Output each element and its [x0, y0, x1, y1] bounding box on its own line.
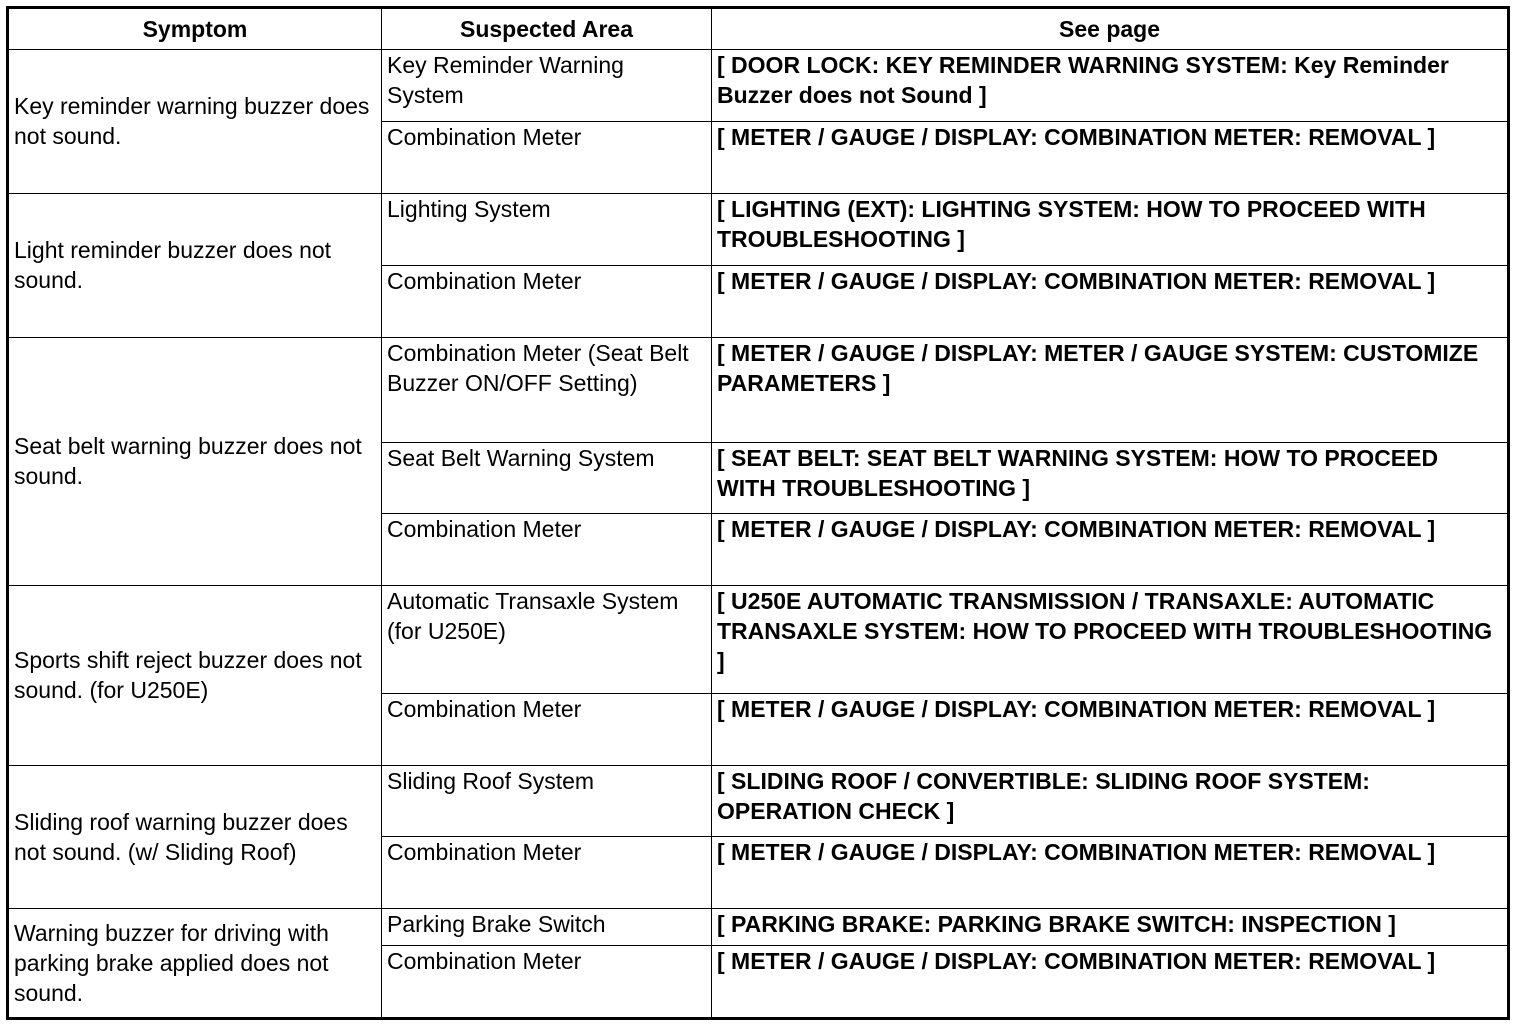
suspected-area-cell: Combination Meter [382, 121, 712, 193]
symptom-cell: Light reminder buzzer does not sound. [8, 193, 382, 337]
see-page-link[interactable]: [ SLIDING ROOF / CONVERTIBLE: SLIDING ROOF SYSTEM: OPERATION CHECK ] [712, 765, 1509, 837]
suspected-area-cell: Seat Belt Warning System [382, 442, 712, 514]
symptom-cell: Warning buzzer for driving with parking brake applied does not sound. [8, 909, 382, 1019]
see-page-link[interactable]: [ METER / GAUGE / DISPLAY: COMBINATION METER: REMOVAL ] [712, 514, 1509, 586]
header-row [8, 8, 1509, 50]
symptom-cell: Key reminder warning buzzer does not sound. [8, 50, 382, 194]
see-page-link[interactable]: [ METER / GAUGE / DISPLAY: COMBINATION METER: REMOVAL ] [712, 945, 1509, 1018]
suspected-area-cell: Automatic Transaxle System (for U250E) [382, 586, 712, 693]
table-row [8, 586, 1509, 693]
suspected-area-cell: Combination Meter [382, 265, 712, 337]
see-page-link[interactable]: [ METER / GAUGE / DISPLAY: COMBINATION METER: REMOVAL ] [712, 121, 1509, 193]
see-page-link[interactable]: [ METER / GAUGE / DISPLAY: COMBINATION METER: REMOVAL ] [712, 265, 1509, 337]
suspected-area-cell: Combination Meter [382, 837, 712, 909]
see-page-link[interactable]: [ U250E AUTOMATIC TRANSMISSION / TRANSAXLE: AUTOMATIC TRANSAXLE SYSTEM: HOW TO PROCEED WITH TROUBLESHOOTING ] [712, 586, 1509, 693]
suspected-area-cell: Combination Meter [382, 693, 712, 765]
symptom-cell: Sports shift reject buzzer does not sound. (for U250E) [8, 586, 382, 765]
header-symptom: Symptom [8, 8, 382, 50]
table-row [8, 765, 1509, 837]
suspected-area-cell: Combination Meter [382, 945, 712, 1018]
see-page-link[interactable]: [ SEAT BELT: SEAT BELT WARNING SYSTEM: HOW TO PROCEED WITH TROUBLESHOOTING ] [712, 442, 1509, 514]
symptom-cell: Seat belt warning buzzer does not sound. [8, 337, 382, 586]
see-page-link[interactable]: [ PARKING BRAKE: PARKING BRAKE SWITCH: INSPECTION ] [712, 909, 1509, 946]
suspected-area-cell: Parking Brake Switch [382, 909, 712, 946]
table-row [8, 193, 1509, 265]
suspected-area-cell: Lighting System [382, 193, 712, 265]
table-row [8, 50, 1509, 122]
suspected-area-cell: Combination Meter (Seat Belt Buzzer ON/OFF Setting) [382, 337, 712, 442]
header-suspected-area: Suspected Area [382, 8, 712, 50]
see-page-link[interactable]: [ METER / GAUGE / DISPLAY: COMBINATION METER: REMOVAL ] [712, 837, 1509, 909]
table-row [8, 909, 1509, 946]
see-page-link[interactable]: [ LIGHTING (EXT): LIGHTING SYSTEM: HOW TO PROCEED WITH TROUBLESHOOTING ] [712, 193, 1509, 265]
see-page-link[interactable]: [ METER / GAUGE / DISPLAY: METER / GAUGE SYSTEM: CUSTOMIZE PARAMETERS ] [712, 337, 1509, 442]
suspected-area-cell: Sliding Roof System [382, 765, 712, 837]
table-row [8, 337, 1509, 442]
suspected-area-cell: Key Reminder Warning System [382, 50, 712, 122]
header-see-page: See page [712, 8, 1509, 50]
see-page-link[interactable]: [ METER / GAUGE / DISPLAY: COMBINATION METER: REMOVAL ] [712, 693, 1509, 765]
see-page-link[interactable]: [ DOOR LOCK: KEY REMINDER WARNING SYSTEM: Key Reminder Buzzer does not Sound ] [712, 50, 1509, 122]
symptom-table [6, 6, 1510, 1020]
suspected-area-cell: Combination Meter [382, 514, 712, 586]
symptom-cell: Sliding roof warning buzzer does not sound. (w/ Sliding Roof) [8, 765, 382, 909]
